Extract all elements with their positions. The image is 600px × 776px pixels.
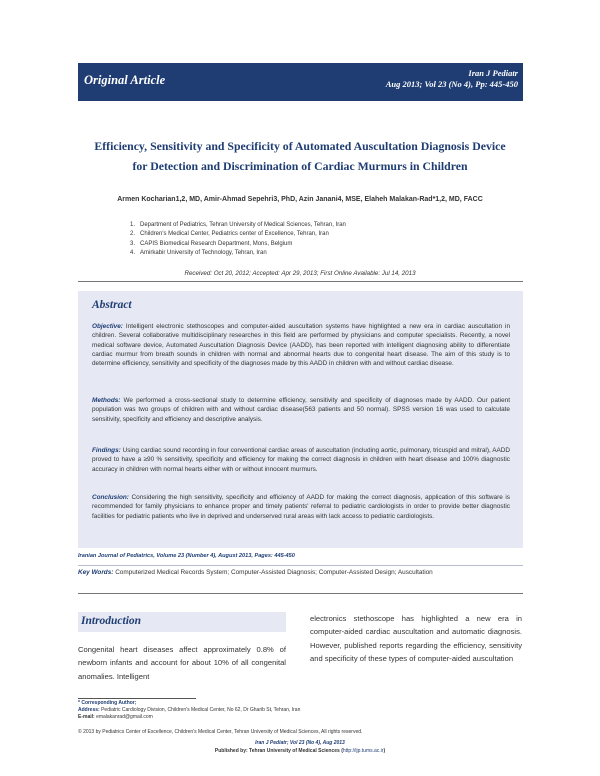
affiliation-number: 3. <box>130 240 136 247</box>
divider <box>78 565 523 566</box>
objective-label: Objective: <box>92 323 123 330</box>
footnote-divider <box>78 698 196 699</box>
introduction-heading: Introduction <box>81 615 142 627</box>
author-list: Armen Kocharian1,2, MD, Amir-Ahmad Sepehri3, PhD, Azin Janani4, MSE, Elaheh Malakan-Rad*1,2, MD, FACC <box>117 196 483 203</box>
corresponding-author-label: * Corresponding Author; <box>78 700 137 706</box>
divider <box>78 593 523 594</box>
findings-text: Using cardiac sound recording in four conventional cardiac areas of auscultation (including aortic, pulmonary, tricuspid and mitral), AADD proved to have a ≥90 % sensitivity, specificity and efficiency for making the correct diagnosis in children with heart disease and 100% diagnostic accuracy in children with normal hearts either with or without innocent murmurs. <box>92 447 510 473</box>
affiliation-item <box>130 249 346 258</box>
keywords <box>78 568 523 578</box>
methods-text: We performed a cross-sectional study to determine efficiency, sensitivity and specificity of diagnoses made by AADD. Our patient population was two groups of children with and without cardiac disease(563 patients and 50 normal). SPSS version 16 was used to calculate sensitivity, specificity and efficiency and descriptive analysis. <box>92 397 510 423</box>
keywords-text: Computerized Medical Records System; Computer-Assisted Diagnosis; Computer-Assisted Design; Auscultation <box>115 569 433 576</box>
affiliation-item <box>130 230 346 239</box>
affiliation-text: Amirkabir University of Technology, Tehran, Iran <box>140 250 267 257</box>
affiliation-number: 2. <box>130 231 136 238</box>
affiliation-item <box>130 221 346 230</box>
affiliation-text: Department of Pediatrics, Tehran University of Medical Sciences, Tehran, Iran <box>140 222 346 228</box>
article-header-band <box>78 63 523 101</box>
article-title <box>60 136 540 176</box>
page-footer <box>0 739 600 755</box>
affiliation-text: CAPIS Biomedical Research Department, Mons, Belgium <box>140 240 293 247</box>
abstract-box <box>78 291 523 548</box>
conclusion-label: Conclusion: <box>92 494 129 501</box>
journal-name: Iran J Pediatr <box>468 68 518 78</box>
abstract-conclusion <box>92 493 510 521</box>
methods-label: Methods: <box>92 397 121 404</box>
abstract-methods <box>92 396 510 424</box>
received-dates: Received: Oct 20, 2012; Accepted: Apr 29, 2013; First Online Available: Jul 14, 2013 <box>184 270 416 277</box>
affiliation-number: 1. <box>130 222 136 228</box>
footer-journal-ref: Iran J Pediatr; Vol 23 (No 4), Aug 2013 <box>255 740 345 746</box>
address-label: Address: <box>78 707 100 714</box>
email-label: E-mail: <box>78 714 95 721</box>
keywords-label: Key Words: <box>78 569 114 576</box>
title-line-2: for Detection and Discrimination of Cardiac Murmurs in Children <box>132 159 468 173</box>
address-text: Pediatric Cardiology Division, Children's Medical Center, No 62, Dr Gharib St, Tehran, Iran <box>101 707 301 714</box>
journal-issue-info <box>386 68 518 90</box>
introduction-right-column: electronics stethoscope has highlighted a new era in computer-aided cardiac auscultation and automatic diagnosis. However, published reports regarding the efficiency, sensitivity and specificity of these types of computer-aided auscultation <box>310 614 522 663</box>
introduction-heading-box <box>78 612 286 632</box>
publisher-text: Published by: Tehran University of Medical Sciences ( <box>214 748 343 754</box>
article-type-label: Original Article <box>84 73 166 87</box>
divider <box>78 281 523 282</box>
introduction-left-column: Congenital heart diseases affect approximately 0.8% of newborn infants and account for about 10% of all congenital anomalies. Intelligent <box>78 645 286 681</box>
title-line-1: Efficiency, Sensitivity and Specificity of Automated Auscultation Diagnosis Device <box>94 139 506 153</box>
affiliation-text: Children's Medical Center, Pediatrics center of Excellence, Tehran, Iran <box>140 231 329 238</box>
journal-issue: Aug 2013; Vol 23 (No 4), Pp: 445-450 <box>385 79 518 89</box>
affiliation-number: 4. <box>130 250 136 257</box>
abstract-findings <box>92 446 510 474</box>
publisher-close: ) <box>383 748 386 754</box>
affiliation-list <box>130 221 346 259</box>
journal-url-link[interactable]: http://ijp.tums.ac.ir <box>342 748 384 754</box>
corresponding-author-footnote <box>78 700 300 722</box>
findings-label: Findings: <box>92 447 121 454</box>
footnote-address <box>78 707 300 714</box>
abstract-objective <box>92 322 510 368</box>
footer-publisher <box>0 747 600 755</box>
journal-citation: Iranian Journal of Pediatrics, Volume 23 (Number 4), August 2013, Pages: 445-450 <box>78 553 295 559</box>
footnote-email <box>78 714 300 721</box>
conclusion-text: Considering the high sensitivity, specificity and efficiency of AADD for making the correct diagnosis, application of this software is recommended for family physicians to enhance proper and timely patients' referral to pediatric cardiologists in order to provide better diagnostic facilities for pediatric patients who live in deprived and underserved rural areas with lack access to pediatric cardiologists. <box>92 494 510 520</box>
copyright-notice: © 2013 by Pediatrics Center of Excellence, Children's Medical Center, Tehran University of Medical Sciences, All rights reserved. <box>78 729 363 735</box>
abstract-heading: Abstract <box>92 299 132 311</box>
objective-text: Intelligent electronic stethoscopes and computer-aided auscultation systems have highlighted a new era in cardiac auscultation in children. Several collaborative multidisciplinary researches in this field are performed by physicians and computer specialists. Recently, a novel medical software device, Automated Auscultation Diagnosis Device (AADD), has been reported with intelligent diagnosing ability to differentiate cardiac murmur from breath sounds in children with normal and abnormal hearts due to congenital heart disease. The aim of this study is to determine efficiency, sensitivity and specificity of the diagnoses made by this AADD in children with and without cardiac disease. <box>92 323 510 368</box>
email-address: emalakanrad@gmail.com <box>96 714 153 721</box>
affiliation-item <box>130 240 346 249</box>
